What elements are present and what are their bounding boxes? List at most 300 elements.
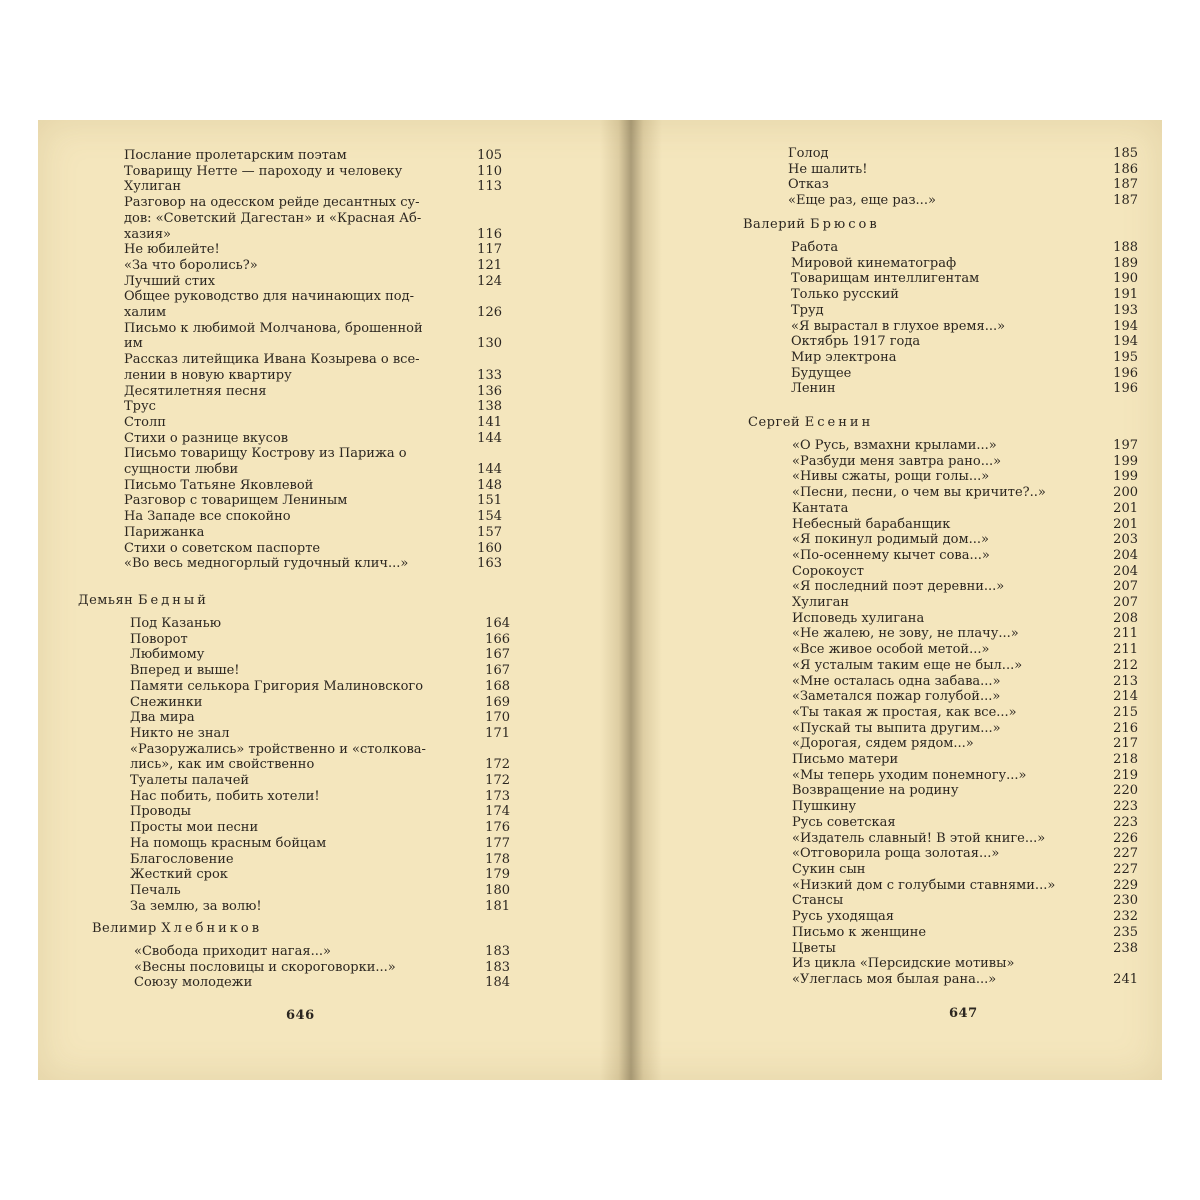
toc-entry-title-line: Хулиган (124, 179, 182, 195)
toc-entry-title-line: Печаль (130, 882, 181, 898)
toc-entry-title-line: Пушкину (792, 799, 857, 815)
toc-entry-title-line: Цветы (792, 940, 836, 956)
toc-entry-title (791, 271, 1138, 287)
toc-entry-title (124, 384, 502, 400)
toc-entry-title-line: «Разоружались» тройственно и «столкова- (130, 741, 426, 757)
toc-entry (124, 258, 502, 274)
toc-entry-title (124, 541, 502, 557)
toc-entry-title (791, 381, 1138, 397)
toc-entry-title (130, 710, 510, 726)
toc-entry-title-line: Хулиган (792, 595, 850, 611)
toc-entry-page-number: 180 (485, 882, 510, 898)
toc-entry-title (792, 689, 1138, 705)
toc-entry-title (791, 334, 1138, 350)
toc-entry-title (124, 274, 502, 290)
toc-entry-title (124, 509, 502, 525)
toc-entry (130, 616, 510, 632)
toc-entry-title (792, 846, 1138, 862)
toc-entry-title (792, 532, 1138, 548)
toc-entry-title (791, 366, 1138, 382)
toc-entry (134, 975, 510, 991)
toc-entry-title-line: «Мне осталась одна забава...» (792, 673, 1001, 689)
toc-entry-title-line: Проводы (130, 804, 191, 820)
toc-entry (792, 956, 1138, 972)
toc-entry (791, 334, 1138, 350)
toc-entry-title-line: Письмо товарищу Кострову из Парижа о (124, 446, 407, 462)
toc-entry-title-line: «Мы теперь уходим понемногу...» (792, 767, 1027, 783)
toc-entry-page-number: 171 (485, 725, 510, 741)
toc-entry-page-number: 227 (1113, 861, 1138, 877)
toc-entry-page-number: 230 (1113, 893, 1138, 909)
author-surname: Брюсов (810, 217, 880, 232)
toc-entry-title-line: Два мира (130, 710, 195, 726)
toc-entry-title (791, 256, 1138, 272)
page-number: 647 (949, 1006, 978, 1021)
toc-entry-page-number: 195 (1113, 349, 1138, 365)
toc-entry (124, 399, 502, 415)
toc-section-continuation-right (788, 146, 1138, 209)
toc-entry-title (792, 815, 1138, 831)
toc-entry-title-line: Возвращение на родину (792, 783, 959, 799)
toc-entry (130, 804, 510, 820)
toc-entry-title (792, 752, 1138, 768)
toc-entry-title (130, 773, 510, 789)
toc-entry-title-line: «Пускай ты выпита другим...» (792, 720, 1001, 736)
toc-entry-page-number: 217 (1113, 736, 1138, 752)
toc-entry-title (792, 956, 1138, 972)
toc-entry-title-line: Товарищам интеллигентам (791, 271, 980, 287)
toc-entry (791, 271, 1138, 287)
toc-entry-page-number: 179 (485, 867, 510, 883)
toc-entry (124, 148, 502, 164)
toc-section-continuation-left (124, 148, 502, 572)
toc-entry-title (792, 469, 1138, 485)
toc-entry-page-number: 194 (1113, 334, 1138, 350)
toc-entry-title-line: Труд (791, 302, 824, 318)
toc-entry (792, 674, 1138, 690)
toc-entry-title (130, 789, 510, 805)
toc-entry-page-number: 110 (477, 163, 502, 179)
toc-entry-title-line: Разговор с товарищем Лениным (124, 493, 348, 509)
toc-entry (792, 548, 1138, 564)
toc-entry (791, 287, 1138, 303)
toc-entry-title-line: Письмо матери (792, 752, 899, 768)
toc-entry (788, 193, 1138, 209)
toc-entry-title (130, 899, 510, 915)
toc-entry-title-line: «Низкий дом с голубыми ставнями...» (792, 877, 1056, 893)
toc-entry-title (791, 350, 1138, 366)
toc-entry (788, 146, 1138, 162)
toc-entry-title (130, 679, 510, 695)
toc-entry-title-line: На Западе все спокойно (124, 509, 291, 525)
toc-entry (792, 941, 1138, 957)
toc-entry (124, 541, 502, 557)
toc-entry-title (130, 804, 510, 820)
toc-entry-title (788, 177, 1138, 193)
toc-entry-title-line: Русь советская (792, 814, 896, 830)
toc-entry-title (124, 164, 502, 180)
toc-entry-title (130, 663, 510, 679)
page-number: 646 (286, 1008, 315, 1023)
toc-entry-title-line: «Нивы сжаты, рощи голы...» (792, 469, 990, 485)
toc-entry-page-number: 189 (1113, 255, 1138, 271)
toc-entry-title (792, 438, 1138, 454)
toc-entry-title (792, 862, 1138, 878)
author-heading (78, 592, 510, 610)
toc-entry-title-line: «Я покинул родимый дом...» (792, 532, 989, 548)
toc-entry (792, 438, 1138, 454)
toc-entry-page-number: 177 (485, 835, 510, 851)
toc-entry-title (124, 556, 502, 572)
toc-entry-title-line: Русь уходящая (792, 909, 894, 925)
author-heading (748, 414, 1138, 432)
toc-entry-title-line: Жесткий срок (130, 867, 228, 883)
toc-entry (792, 469, 1138, 485)
toc-entry (792, 768, 1138, 784)
toc-entry-title-line: Нас побить, побить хотели! (130, 788, 320, 804)
toc-entry-title (792, 517, 1138, 533)
toc-entry-title-line: Стансы (792, 893, 844, 909)
toc-entry-title-line: Поворот (130, 631, 188, 647)
toc-entry (124, 321, 502, 352)
toc-entry (130, 632, 510, 648)
toc-entry-title-line: «Разбуди меня завтра рано...» (792, 453, 1002, 469)
toc-entry-title (792, 909, 1138, 925)
toc-entry-title-line: Будущее (791, 365, 852, 381)
toc-entry (124, 446, 502, 477)
toc-entry (792, 705, 1138, 721)
toc-entry (791, 256, 1138, 272)
toc-entry-page-number: 172 (485, 773, 510, 789)
toc-entry (130, 789, 510, 805)
toc-entry-title-line: хазия» (124, 226, 171, 242)
toc-section-bryusov (743, 216, 1138, 397)
toc-entry-page-number: 215 (1113, 704, 1138, 720)
toc-entry-title (124, 195, 502, 242)
toc-entry-title (124, 258, 502, 274)
toc-entry-title (792, 595, 1138, 611)
toc-entry-title-line: «Во весь медногорлый гудочный клич...» (124, 556, 409, 572)
toc-entry-title (792, 658, 1138, 674)
toc-entry-page-number: 157 (477, 524, 502, 540)
author-first-name: Демьян (78, 593, 134, 608)
toc-entry-page-number: 229 (1113, 877, 1138, 893)
left-page (38, 120, 603, 1080)
toc-entry-page-number: 200 (1113, 485, 1138, 501)
toc-entry-title-line: им (124, 336, 143, 352)
toc-entry (130, 899, 510, 915)
toc-entry-title (792, 579, 1138, 595)
toc-entry-page-number: 167 (485, 663, 510, 679)
toc-entry-title (792, 941, 1138, 957)
toc-entry (124, 179, 502, 195)
toc-entry-title (130, 852, 510, 868)
toc-entry-title-line: Туалеты палачей (130, 773, 250, 789)
toc-entry (124, 242, 502, 258)
author-first-name: Сергей (748, 415, 801, 430)
toc-entry-page-number: 227 (1113, 846, 1138, 862)
toc-entry-title-line: Сорокоуст (792, 563, 864, 579)
toc-entry (792, 595, 1138, 611)
toc-entry (792, 485, 1138, 501)
toc-entry-title (130, 867, 510, 883)
toc-entry-page-number: 204 (1113, 547, 1138, 563)
toc-entry-title-line: Ленин (791, 381, 836, 397)
author-first-name: Валерий (743, 217, 806, 232)
toc-entry-page-number: 154 (477, 509, 502, 525)
toc-entry-title-line: Голод (788, 146, 829, 161)
toc-entry-page-number: 211 (1113, 642, 1138, 658)
toc-entry-page-number: 173 (485, 788, 510, 804)
toc-entry (792, 721, 1138, 737)
toc-entry-title (791, 240, 1138, 256)
toc-entry-title-line: халим (124, 305, 167, 321)
toc-entry-page-number: 187 (1113, 193, 1138, 209)
toc-entry-page-number: 208 (1113, 610, 1138, 626)
toc-entry-title (130, 726, 510, 742)
toc-entry-title (124, 321, 502, 352)
toc-entry-title (792, 768, 1138, 784)
toc-entry-page-number: 105 (477, 148, 502, 163)
author-heading (743, 216, 1138, 234)
toc-entry (124, 274, 502, 290)
toc-entry-page-number: 214 (1113, 689, 1138, 705)
toc-entry-title (792, 799, 1138, 815)
toc-entry-title-line: «Свобода приходит нагая...» (134, 944, 331, 959)
toc-entry-title (791, 303, 1138, 319)
toc-entry-title-line: «Улеглась моя былая рана...» (792, 971, 997, 987)
toc-entry (788, 177, 1138, 193)
toc-entry-title-line: Стихи о разнице вкусов (124, 430, 289, 446)
toc-entry-title (792, 831, 1138, 847)
toc-entry-page-number: 188 (1113, 240, 1138, 255)
toc-entry-title-line: Союзу молодежи (134, 975, 253, 991)
toc-entry-title (792, 642, 1138, 658)
toc-entry-title-line: «Я усталым таким еще не был...» (792, 657, 1023, 673)
toc-entry-title (124, 242, 502, 258)
toc-entry-title-line: Разговор на одесском рейде десантных су- (124, 195, 420, 211)
toc-entry-title (124, 148, 502, 164)
toc-entry-page-number: 178 (485, 851, 510, 867)
toc-entry-title (791, 319, 1138, 335)
toc-entry-page-number: 187 (1113, 177, 1138, 193)
toc-entry-page-number: 241 (1113, 971, 1138, 987)
toc-entry-page-number: 216 (1113, 720, 1138, 736)
toc-entry-title-line: «Весны пословицы и скороговорки...» (134, 959, 396, 975)
toc-entry-title (124, 399, 502, 415)
toc-entry (124, 415, 502, 431)
toc-entry-page-number: 169 (485, 694, 510, 710)
toc-entry-title (130, 695, 510, 711)
toc-entry-title-line: Работа (791, 240, 839, 255)
toc-entry-page-number: 130 (477, 336, 502, 352)
toc-entry-title (792, 485, 1138, 501)
toc-entry (792, 815, 1138, 831)
toc-entry-page-number: 197 (1113, 438, 1138, 453)
toc-entry-page-number: 232 (1113, 909, 1138, 925)
toc-entry-title (124, 493, 502, 509)
toc-entry-title-line: лись», как им свойственно (130, 757, 315, 773)
toc-entry-page-number: 148 (477, 477, 502, 493)
toc-entry-page-number: 121 (477, 257, 502, 273)
toc-entry-page-number: 185 (1113, 146, 1138, 161)
toc-entry-title-line: Любимому (130, 647, 205, 663)
toc-entry (124, 352, 502, 383)
toc-entry-title (130, 836, 510, 852)
toc-entry (792, 611, 1138, 627)
toc-entry-title (792, 626, 1138, 642)
toc-entry-title (792, 611, 1138, 627)
toc-entry (792, 799, 1138, 815)
toc-section-esenin (748, 414, 1138, 988)
toc-entry-title (130, 820, 510, 836)
toc-entry-title-line: Только русский (791, 287, 899, 303)
toc-entry-title-line: Небесный барабанщик (792, 516, 951, 532)
toc-entry-title-line: Десятилетняя песня (124, 383, 267, 399)
toc-entry (124, 493, 502, 509)
toc-entry-title (792, 705, 1138, 721)
toc-entry-page-number: 191 (1113, 287, 1138, 303)
toc-entry-title (792, 548, 1138, 564)
toc-entry-title-line: Сукин сын (792, 861, 866, 877)
toc-entry (124, 164, 502, 180)
toc-entry-title-line: «Издатель славный! В этой книге...» (792, 830, 1046, 846)
toc-entry-title (124, 525, 502, 541)
toc-entry-title (124, 431, 502, 447)
toc-entry-page-number: 203 (1113, 532, 1138, 548)
toc-entry-page-number: 199 (1113, 453, 1138, 469)
toc-entry-page-number: 219 (1113, 767, 1138, 783)
toc-entry (130, 852, 510, 868)
toc-entry (130, 883, 510, 899)
toc-entry-title-line: Письмо к женщине (792, 924, 927, 940)
toc-entry-title-line: Исповедь хулигана (792, 610, 925, 626)
toc-entry-page-number: 204 (1113, 563, 1138, 579)
toc-entry (792, 862, 1138, 878)
toc-entry-page-number: 144 (477, 430, 502, 446)
toc-section-bedny (78, 592, 510, 914)
toc-entry-title-line: За землю, за волю! (130, 898, 262, 914)
toc-entry-title (134, 975, 510, 991)
toc-entry-title (788, 162, 1138, 178)
toc-entry-page-number: 186 (1113, 161, 1138, 177)
toc-entry (792, 831, 1138, 847)
toc-entry (130, 726, 510, 742)
toc-entry-title (792, 878, 1138, 894)
toc-entry-page-number: 164 (485, 616, 510, 631)
toc-entry-title-line: Снежинки (130, 694, 203, 710)
toc-entry (792, 642, 1138, 658)
toc-entry (130, 663, 510, 679)
toc-entry-title (134, 944, 510, 960)
toc-entry (791, 366, 1138, 382)
toc-entry-title (788, 146, 1138, 162)
toc-entry-page-number: 184 (485, 975, 510, 991)
toc-entry (124, 384, 502, 400)
toc-entry-page-number: 235 (1113, 924, 1138, 940)
toc-entry-page-number: 196 (1113, 365, 1138, 381)
author-surname: Есенин (804, 415, 874, 430)
toc-entry-title (130, 647, 510, 663)
toc-entry-page-number: 136 (477, 383, 502, 399)
toc-entry-page-number: 126 (477, 305, 502, 321)
toc-entry-page-number: 174 (485, 804, 510, 820)
toc-entry-title (792, 564, 1138, 580)
toc-entry-title (124, 352, 502, 383)
toc-entry-title-line: Столп (124, 414, 166, 430)
toc-entry-title-line: Под Казанью (130, 616, 222, 631)
toc-entry (124, 509, 502, 525)
toc-entry-title (792, 674, 1138, 690)
toc-entry (124, 556, 502, 572)
toc-entry-title-line: «Я вырастал в глухое время...» (791, 318, 1006, 334)
toc-entry-title-line: Мировой кинематограф (791, 255, 957, 271)
toc-entry-page-number: 207 (1113, 595, 1138, 611)
author-heading (92, 920, 510, 938)
toc-entry-title-line: Просты мои песни (130, 820, 259, 836)
toc-entry-title-line: Лучший стих (124, 273, 216, 289)
toc-entry (792, 689, 1138, 705)
toc-entry (792, 893, 1138, 909)
toc-entry-page-number: 176 (485, 820, 510, 836)
toc-entry-page-number: 168 (485, 678, 510, 694)
toc-entry (792, 909, 1138, 925)
toc-entry (134, 960, 510, 976)
toc-entry (130, 695, 510, 711)
toc-entry (791, 319, 1138, 335)
toc-entry-page-number: 207 (1113, 579, 1138, 595)
toc-entry-page-number: 113 (477, 179, 502, 195)
toc-entry-title (792, 454, 1138, 470)
toc-entry-page-number: 238 (1113, 940, 1138, 956)
right-page (603, 120, 1162, 1080)
toc-entry-title (124, 478, 502, 494)
toc-entry-title-line: Благословение (130, 851, 234, 867)
toc-entry-page-number: 190 (1113, 271, 1138, 287)
toc-entry-page-number: 183 (485, 944, 510, 959)
toc-entry (134, 944, 510, 960)
toc-entry-title-line: Парижанка (124, 524, 205, 540)
toc-entry (792, 626, 1138, 642)
toc-entry-title (124, 289, 502, 320)
toc-entry-title (792, 721, 1138, 737)
toc-entry (792, 517, 1138, 533)
toc-entry-title-line: сущности любви (124, 462, 239, 478)
toc-entry-page-number: 212 (1113, 657, 1138, 673)
toc-entry (124, 525, 502, 541)
toc-entry-title-line: «Песни, песни, о чем вы кричите?..» (792, 485, 1046, 501)
toc-entry-title-line: Вперед и выше! (130, 663, 240, 679)
toc-entry-title (134, 960, 510, 976)
toc-entry-page-number: 220 (1113, 783, 1138, 799)
toc-entry-title-line: Письмо к любимой Молчанова, брошенной (124, 320, 423, 336)
toc-entry-title (130, 616, 510, 632)
author-surname: Бедный (137, 593, 209, 608)
toc-entry (124, 478, 502, 494)
toc-entry-title-line: «Все живое особой метой...» (792, 642, 990, 658)
toc-entry-title-line: «Ты такая ж простая, как все...» (792, 704, 1017, 720)
toc-entry (792, 878, 1138, 894)
toc-entry-page-number: 141 (477, 414, 502, 430)
toc-entry-page-number: 201 (1113, 500, 1138, 516)
toc-entry (124, 289, 502, 320)
toc-entry-title-line: Октябрь 1917 года (791, 334, 921, 350)
toc-entry-page-number: 218 (1113, 752, 1138, 768)
toc-entry-title-line: Общее руководство для начинающих под- (124, 289, 415, 305)
toc-entry-title (792, 972, 1138, 988)
toc-entry-title (124, 415, 502, 431)
toc-entry (130, 679, 510, 695)
